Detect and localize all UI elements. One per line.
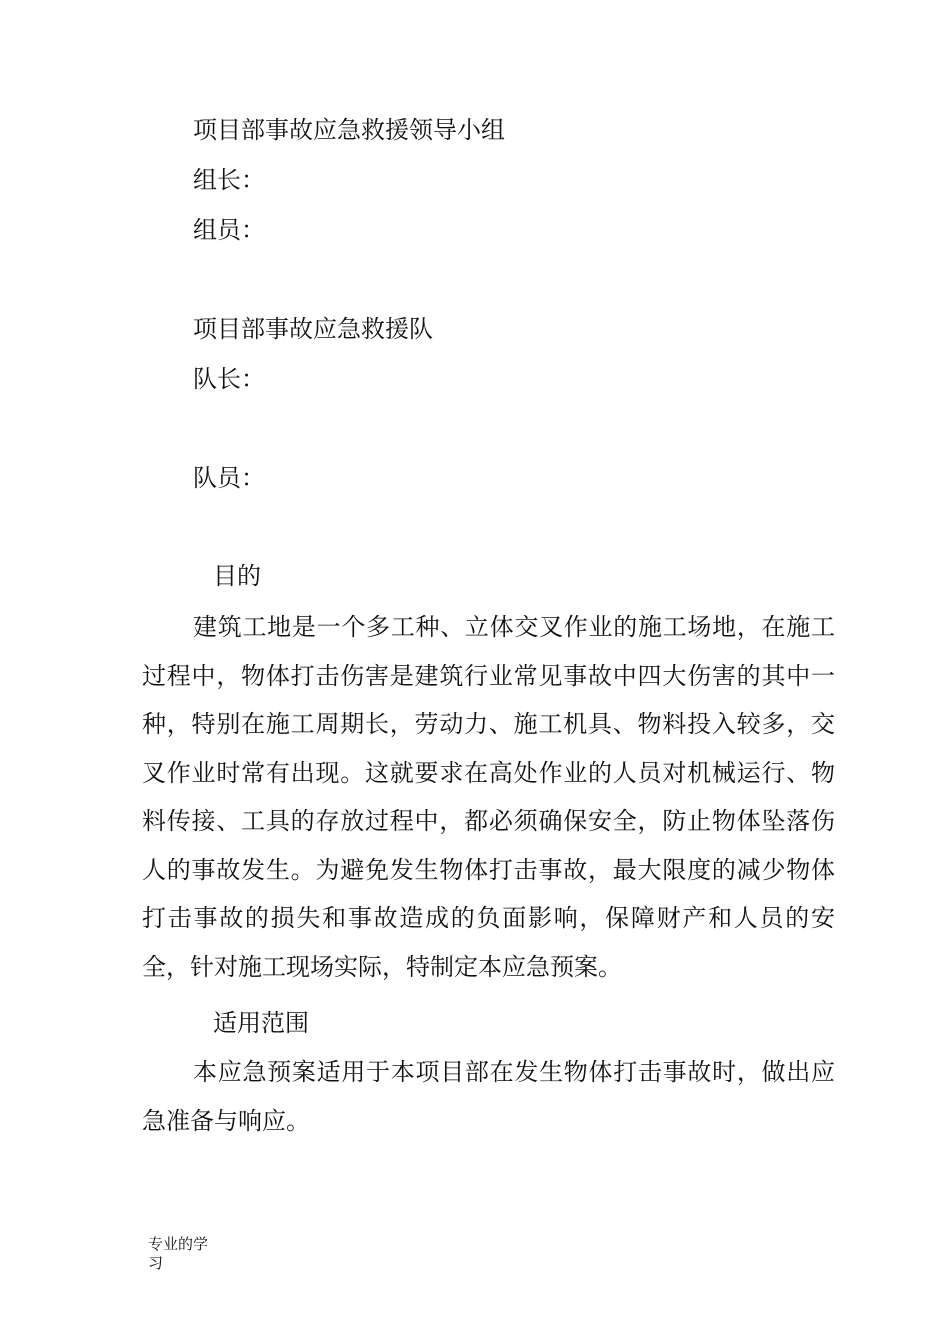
team-members-label: 队员： xyxy=(193,464,265,492)
rescue-team-title: 项目部事故应急救援队 xyxy=(193,315,433,343)
group-leader-label: 组长： xyxy=(193,166,265,194)
footer-line-1: 专业的学 xyxy=(148,1235,209,1253)
footer-line-2: 习 xyxy=(148,1254,164,1272)
scope-heading: 适用范围 xyxy=(213,1009,309,1037)
purpose-paragraph: 建筑工地是一个多工种、立体交叉作业的施工场地，在施工过程中，物体打击伤害是建筑行业常见事故中四大伤害的其中一种，特别在施工周期长，劳动力、施工机具、物料投入较多，交叉作业时常有出现。这就要求在高处作业的人员对机械运行、物料传接、工具的存放过程中，都必须确保安全，防止物体坠落伤人的事故发生。为避免发生物体打击事故，最大限度的减少物体打击事故的损失和事故造成的负面影响，保障财产和人员的安全，针对施工现场实际，特制定本应急预案。 xyxy=(142,613,835,981)
scope-paragraph: 本应急预案适用于本项目部在发生物体打击事故时，做出应急准备与响应。 xyxy=(142,1058,835,1135)
group-members-label: 组员： xyxy=(193,216,265,244)
purpose-heading: 目的 xyxy=(213,562,261,590)
leadership-group-title: 项目部事故应急救援领导小组 xyxy=(193,116,505,144)
team-captain-label: 队长： xyxy=(193,365,265,393)
